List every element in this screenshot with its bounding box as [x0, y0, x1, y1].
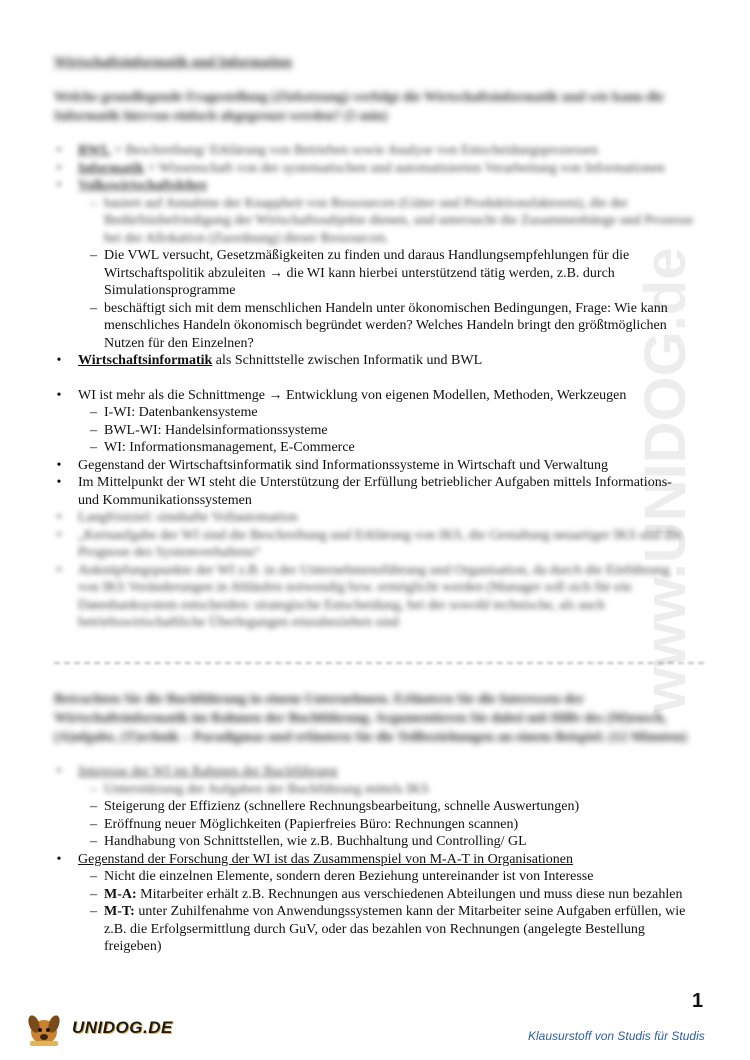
bullet-icon: •	[56, 475, 62, 490]
question-1: Welche grundlegende Fragestellung (Zielsetzung) verfolgt die Wirtschaftsinformatik und wie kann die Informatik hiervon einfach abgegrenzt werden? (5 min)	[54, 90, 665, 124]
item-text: Mitarbeiter erhält z.B. Rechnungen aus verschiedenen Abteilungen und muss diese nun bezahlen	[136, 886, 683, 902]
sub-item	[54, 247, 694, 300]
dash-icon: –	[90, 405, 97, 420]
sub-item	[54, 903, 694, 956]
sub-item	[54, 816, 694, 834]
bullet-icon: •	[56, 851, 62, 867]
dog-icon	[24, 1010, 70, 1048]
item-term: Wirtschaftsinformatik	[78, 353, 213, 368]
sub-item	[54, 781, 694, 799]
dash-icon: –	[90, 440, 97, 455]
dash-icon: –	[90, 799, 97, 814]
item-text: als Schnittstelle zwischen Informatik und BWL	[212, 353, 483, 368]
bullet-item	[54, 562, 694, 632]
sub-item	[54, 868, 694, 886]
sub-item	[54, 300, 694, 353]
item-text: unter Zuhilfenahme von Anwendungssystemen kann der Mitarbeiter seine Aufgaben erfüllen, wie z.B. die Erfolgsermittlung durch GuV, oder das bezahlen von Rechnungen (angelegte Bestellung freigeben)	[104, 904, 686, 954]
bullet-item	[54, 387, 694, 405]
bullet-item	[54, 474, 694, 509]
bullet-item	[54, 177, 694, 195]
bullet-icon: •	[56, 457, 62, 473]
dash-icon: –	[90, 816, 97, 832]
dash-icon: –	[90, 886, 97, 902]
item-text: Interesse der WI im Rahmen der Buchführung	[78, 764, 338, 779]
item-text: Gegenstand der Wirtschaftsinformatik sind Informationssysteme in Wirtschaft und Verwaltung	[78, 457, 608, 473]
bullet-item	[54, 160, 694, 178]
dash-icon: –	[90, 834, 97, 849]
item-text: Unterstützung der Aufgaben der Buchführung mittels IKS	[104, 781, 430, 797]
bullet-item	[54, 457, 694, 475]
page-number: 1	[692, 990, 704, 1012]
sub-item	[54, 886, 694, 904]
sub-item	[54, 798, 694, 816]
bullet-item	[54, 142, 694, 160]
answer-list-1	[54, 142, 694, 632]
dash-icon: –	[90, 869, 97, 884]
bullet-item	[54, 352, 694, 370]
answer-list-2	[54, 763, 694, 956]
footer-tagline: Klausurstoff von Studis für Studis	[528, 1029, 705, 1043]
item-text: basiert auf Annahme der Knappheit von Ressourcen (Güter und Produktionsfaktoren), die der Bedürfnisbefriedigung der Wirtschaftssubjekte dienen, und untersucht die Zusammenhänge und Prozesse bei der Allokation (Zuordnung) dieser Ressourcen.	[104, 195, 694, 246]
bullet-item	[54, 509, 694, 527]
bullet-icon: •	[56, 160, 62, 176]
logo-text: UNIDOG.DE	[72, 1018, 173, 1037]
dash-icon: –	[90, 195, 97, 211]
item-text: = Beschreibung/ Erklärung von Betrieben sowie Analyse von Entscheidungsprozessen	[110, 143, 598, 158]
item-term: Informatik	[78, 160, 145, 176]
sub-item	[54, 833, 694, 851]
item-text: I-WI: Datenbankensysteme	[104, 405, 258, 420]
item-text: Langfristziel: sinnhafte Vollautomation	[78, 510, 298, 525]
item-text: Anknüpfungspunkte der WI z.B. in der Unternehmensführung und Organisation, da durch die Einführung von IKS Veränderungen in Abläufen notwendig bzw. ermöglicht werden (Manager soll sich für ein Datenbanksystem entscheiden: strategische Entscheidung, bei der sowohl technische, als auch betriebswirtschaftliche Überlegungen einzubeziehen sind	[78, 562, 670, 630]
item-text: Nicht die einzelnen Elemente, sondern deren Beziehung untereinander ist von Interesse	[104, 869, 594, 884]
item-text: WI: Informationsmanagement, E-Commerce	[104, 440, 355, 455]
item-text: Handhabung von Schnittstellen, wie z.B. Buchhaltung und Controlling/ GL	[104, 834, 527, 849]
bullet-icon: •	[56, 143, 62, 158]
dash-icon: –	[90, 422, 97, 438]
dash-icon: –	[90, 300, 97, 316]
section-title: Wirtschaftsinformatik und Information	[54, 55, 292, 70]
sub-item	[54, 195, 694, 248]
sub-item	[54, 439, 694, 457]
bullet-item	[54, 527, 694, 562]
item-text: Im Mittelpunkt der WI steht die Unterstützung der Erfüllung betrieblicher Aufgaben mittels Informations- und Kommunikationssystemen	[78, 475, 672, 508]
bullet-icon: •	[56, 562, 62, 578]
unidog-logo	[24, 1010, 184, 1048]
item-text: „Kernaufgabe der WI sind die Beschreibung und Erklärung von IKS, die Gestaltung neuartiger IKS und die Prognose des Systemverhaltens“	[78, 527, 682, 560]
item-text: Eröffnung neuer Möglichkeiten (Papierfreies Büro: Rechnungen scannen)	[104, 816, 519, 832]
bullet-item	[54, 851, 694, 869]
section-divider	[54, 662, 704, 664]
bullet-icon: •	[56, 527, 62, 543]
item-term: Volkswirtschaftslehre	[78, 178, 208, 193]
question-2: Betrachten Sie die Buchführung in einem Unternehmen. Erläutern Sie die Interessen der Wirtschaftsinformatik im Rahmen der Buchführung. Argumentieren Sie dabei mit Hilfe des (M)ensch, (A)ufgabe, (T)echnik – Paradigmas und erläutern Sie die Teilbeziehungen an einem Beispiel. (12 Minuten)	[54, 692, 687, 745]
dash-icon: –	[90, 248, 97, 263]
item-text: BWL-WI: Handelsinformationssysteme	[104, 422, 328, 438]
dash-icon: –	[90, 781, 97, 797]
spacer	[54, 370, 694, 387]
bullet-icon: •	[56, 353, 62, 368]
item-text: beschäftigt sich mit dem menschlichen Handeln unter ökonomischen Bedingungen, Frage: Wie kann menschliches Handeln ökonomisch begründet werden? Welches Handeln bringt den größtmöglichen Nutzen für den Einzelnen?	[104, 300, 668, 351]
bullet-icon: •	[56, 387, 62, 403]
bullet-icon: •	[56, 178, 62, 193]
item-term: M-A:	[104, 886, 137, 902]
bullet-icon: •	[56, 764, 62, 779]
item-text: WI ist mehr als die Schnittmenge → Entwicklung von eigenen Modellen, Methoden, Werkzeugen	[78, 387, 627, 403]
sub-item	[54, 404, 694, 422]
sub-item	[54, 422, 694, 440]
item-text: Steigerung der Effizienz (schnellere Rechnungsbearbeitung, schnelle Auswertungen)	[104, 799, 580, 814]
item-term: BWL	[78, 143, 111, 158]
watermark	[633, 200, 730, 760]
watermark-text: www.UNIDOG.de	[633, 247, 698, 713]
bullet-icon: •	[56, 510, 62, 525]
bullet-item	[54, 763, 694, 781]
item-text: = Wissenschaft von der systematischen und automatisierten Verarbeitung von Informationen	[144, 160, 665, 176]
dash-icon: –	[90, 904, 97, 919]
item-text: Gegenstand der Forschung der WI ist das Zusammenspiel von M-A-T in Organisationen	[78, 851, 573, 867]
item-term: M-T:	[104, 904, 135, 919]
item-text: Die VWL versucht, Gesetzmäßigkeiten zu finden und daraus Handlungsempfehlungen für die Wirtschaftspolitik abzuleiten → die WI kann hierbei unterstützend tätig werden, z.B. durch Simulationsprogramme	[104, 248, 630, 298]
